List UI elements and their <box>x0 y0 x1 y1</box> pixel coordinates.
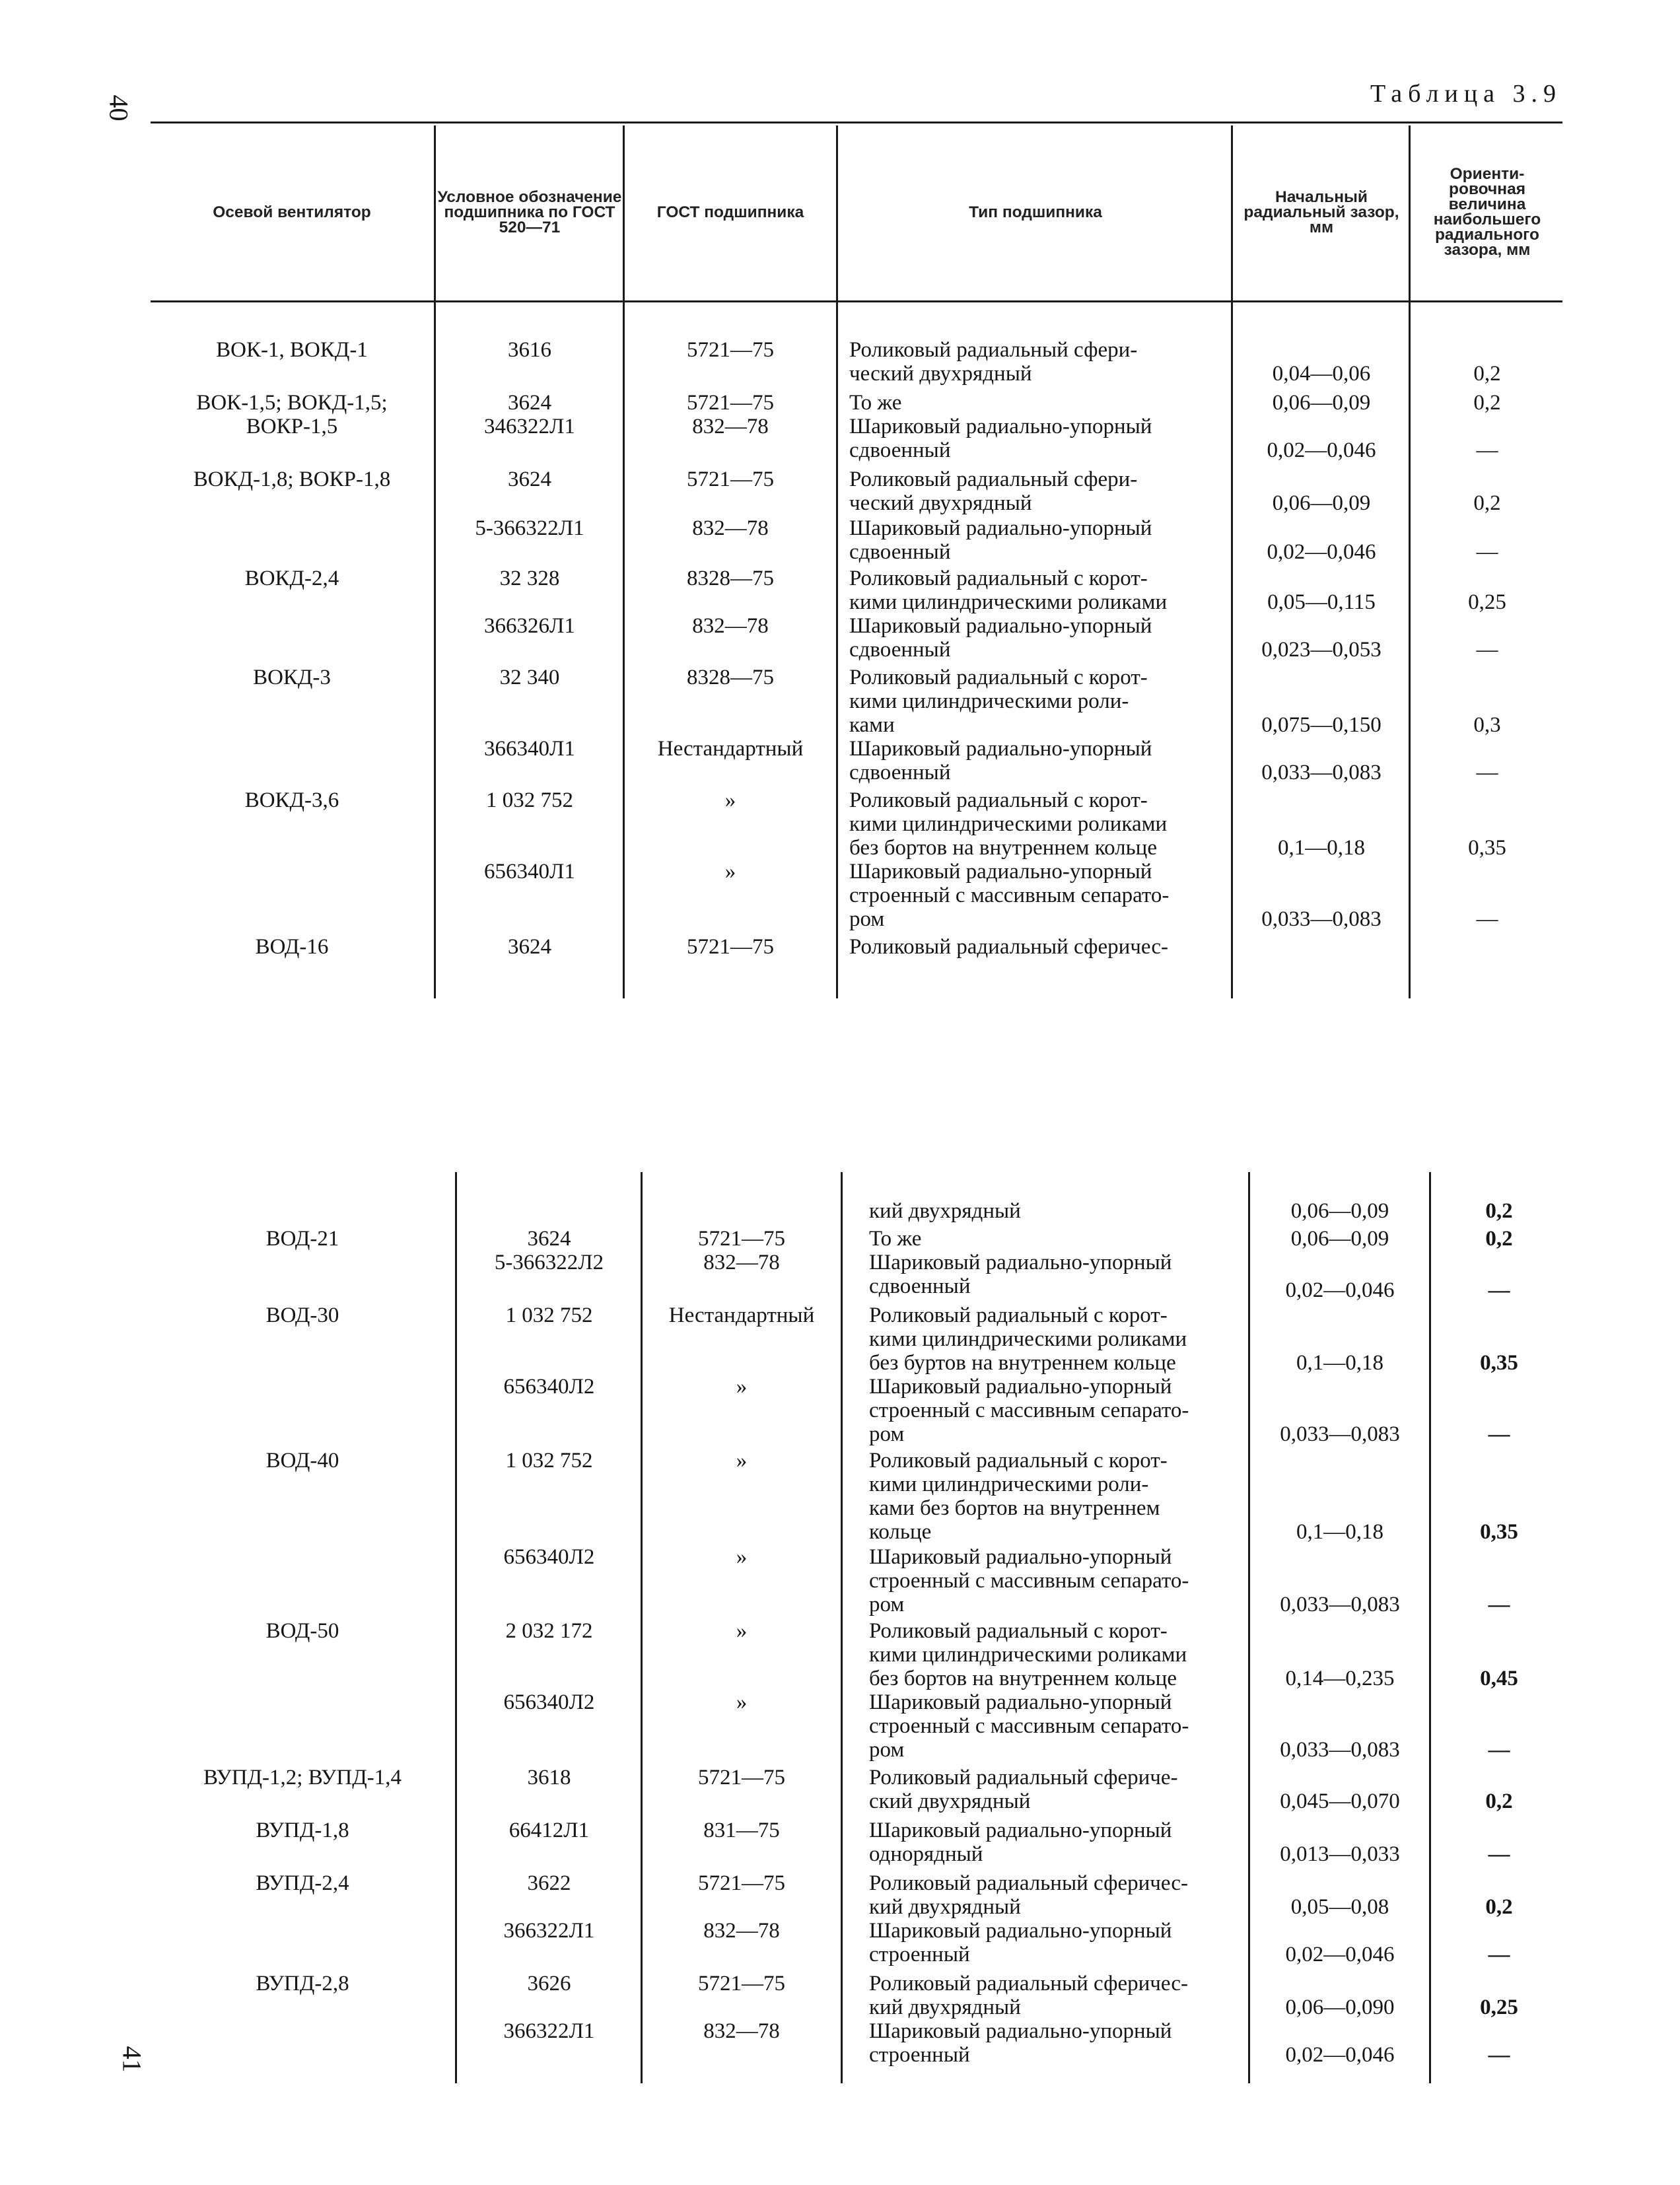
cell-gost: 5721—75 <box>687 391 774 415</box>
cell-initial-gap: 0,02—0,046 <box>1285 1943 1395 1966</box>
cell-gost: » <box>736 1449 748 1473</box>
cell-max-gap: — <box>1488 1842 1510 1866</box>
cell-type: Шариковый радиально-упорный сдвоенный <box>849 614 1152 662</box>
cell-initial-gap: 0,06—0,09 <box>1290 1199 1389 1223</box>
cell-type: Роликовый радиальный сферичес- <box>849 935 1168 959</box>
cell-max-gap: — <box>1488 1593 1510 1616</box>
cell-designation: 366326Л1 <box>484 614 575 638</box>
cell-type: Роликовый радиальный с корот- кими цилиндрическими роликами без бортов на внутреннем кольце <box>869 1619 1187 1690</box>
cell-gost: 5721—75 <box>698 1227 785 1251</box>
cell-type: Шариковый радиально-упорный однорядный <box>869 1819 1172 1866</box>
col-divider <box>1429 1172 1431 2083</box>
cell-gost: 5721—75 <box>687 468 774 491</box>
header-top-rule <box>151 121 1562 123</box>
cell-max-gap: 0,35 <box>1480 1351 1518 1375</box>
cell-max-gap: 0,3 <box>1473 713 1501 737</box>
header-designation: Условное обозначение подшипника по ГОСТ 520—71 <box>437 188 622 236</box>
cell-designation: 366322Л1 <box>503 2019 595 2043</box>
header-fan: Осевой вентилятор <box>213 203 371 221</box>
cell-fan: ВОКР-1,5 <box>246 415 338 438</box>
cell-type: Роликовый радиальный с корот- кими цилиндрическими роликами без бортов на внутреннем кольце <box>849 788 1168 860</box>
cell-initial-gap: 0,033—0,083 <box>1280 1593 1400 1616</box>
cell-type: Роликовый радиальный сфериче- ский двухрядный <box>869 1766 1178 1813</box>
cell-designation: 3622 <box>527 1871 571 1895</box>
cell-fan: ВОК-1,5; ВОКД-1,5; <box>196 391 388 415</box>
cell-designation: 5-366322Л1 <box>475 516 584 540</box>
cell-gost: Нестандартный <box>657 737 804 761</box>
cell-designation: 656340Л2 <box>503 1375 595 1399</box>
cell-designation: 32 340 <box>499 666 560 689</box>
cell-max-gap: 0,2 <box>1485 1895 1513 1919</box>
cell-initial-gap: 0,045—0,070 <box>1280 1789 1400 1813</box>
cell-designation: 2 032 172 <box>505 1619 593 1643</box>
cell-gost: Нестандартный <box>668 1303 815 1327</box>
cell-fan: ВУПД-2,4 <box>256 1871 349 1895</box>
cell-gost: » <box>724 860 736 884</box>
cell-designation: 3624 <box>508 468 551 491</box>
cell-max-gap: — <box>1488 2043 1510 2067</box>
col-divider <box>1248 1172 1250 2083</box>
cell-gost: 5721—75 <box>698 1766 785 1789</box>
cell-fan: ВУПД-1,8 <box>256 1819 349 1842</box>
cell-type: Роликовый радиальный с корот- кими цилиндрическими роликами без буртов на внутреннем кольце <box>869 1303 1187 1375</box>
col-divider <box>841 1172 843 2083</box>
header-type: Тип подшипника <box>969 203 1102 221</box>
cell-gost: 8328—75 <box>687 666 774 689</box>
cell-type: Шариковый радиально-упорный строенный с массивным сепарато- ром <box>849 860 1170 931</box>
cell-fan: ВОКД-1,8; ВОКР-1,8 <box>193 468 391 491</box>
cell-initial-gap: 0,05—0,115 <box>1267 590 1376 614</box>
header-gost: ГОСТ подшипника <box>656 203 804 221</box>
cell-designation: 1 032 752 <box>486 788 573 812</box>
cell-designation: 656340Л1 <box>484 860 575 884</box>
cell-max-gap: 0,2 <box>1473 491 1501 515</box>
cell-fan: ВОД-50 <box>265 1619 339 1643</box>
cell-type: Роликовый радиальный с корот- кими цилиндрическими роликами <box>849 567 1168 614</box>
left-page-number: 40 <box>104 94 134 121</box>
header-bottom-rule <box>151 300 1562 302</box>
cell-designation: 3618 <box>527 1766 571 1789</box>
cell-gost: » <box>724 788 736 812</box>
cell-initial-gap: 0,02—0,046 <box>1285 2043 1395 2067</box>
cell-type: Шариковый радиально-упорный строенный с массивным сепарато- ром <box>869 1375 1189 1446</box>
cell-max-gap: — <box>1476 438 1498 462</box>
cell-initial-gap: 0,06—0,09 <box>1272 491 1371 515</box>
cell-type: Шариковый радиально-упорный сдвоенный <box>869 1251 1172 1298</box>
cell-max-gap: 0,25 <box>1480 1995 1518 2019</box>
cell-max-gap: 0,35 <box>1468 836 1506 860</box>
cell-type: Роликовый радиальный сфери- ческий двухрядный <box>849 468 1138 515</box>
cell-gost: 5721—75 <box>687 935 774 959</box>
cell-initial-gap: 0,1—0,18 <box>1296 1351 1383 1375</box>
cell-designation: 3624 <box>527 1227 571 1251</box>
cell-gost: » <box>736 1619 748 1643</box>
cell-type: То же <box>849 391 902 415</box>
cell-initial-gap: 0,06—0,09 <box>1290 1227 1389 1251</box>
cell-gost: 832—78 <box>703 2019 780 2043</box>
cell-type: Роликовый радиальный с корот- кими цилиндрическими роли- ками без бортов на внутреннем кольце <box>869 1449 1168 1544</box>
cell-gost: 5721—75 <box>698 1871 785 1895</box>
cell-fan: ВОД-21 <box>265 1227 339 1251</box>
cell-type: кий двухрядный <box>869 1199 1021 1223</box>
cell-gost: 832—78 <box>703 1251 780 1274</box>
cell-initial-gap: 0,075—0,150 <box>1261 713 1382 737</box>
cell-gost: » <box>736 1690 748 1714</box>
cell-gost: 8328—75 <box>687 567 774 590</box>
cell-designation: 3616 <box>508 338 551 362</box>
cell-max-gap: — <box>1476 907 1498 931</box>
cell-fan: ВОКД-3 <box>253 666 331 689</box>
cell-max-gap: — <box>1476 638 1498 662</box>
cell-initial-gap: 0,033—0,083 <box>1280 1738 1400 1762</box>
cell-designation: 66412Л1 <box>508 1819 590 1842</box>
cell-initial-gap: 0,02—0,046 <box>1267 438 1376 462</box>
cell-fan: ВУПД-1,2; ВУПД-1,4 <box>203 1766 402 1789</box>
header-max-gap: Ориенти-ровочная величина наибольшего радиального зазора, мм <box>1433 165 1541 259</box>
cell-initial-gap: 0,033—0,083 <box>1261 761 1382 784</box>
cell-gost: 5721—75 <box>687 338 774 362</box>
cell-max-gap: — <box>1476 761 1498 784</box>
col-divider <box>434 125 436 998</box>
cell-gost: » <box>736 1545 748 1569</box>
cell-type: Роликовый радиальный с корот- кими цилиндрическими роли- ками <box>849 666 1148 737</box>
cell-designation: 346322Л1 <box>484 415 575 438</box>
cell-type: Шариковый радиально-упорный сдвоенный <box>849 737 1152 784</box>
cell-gost: 832—78 <box>703 1919 780 1943</box>
cell-max-gap: — <box>1476 540 1498 564</box>
cell-initial-gap: 0,04—0,06 <box>1272 362 1371 386</box>
cell-type: Роликовый радиальный сферичес- кий двухрядный <box>869 1972 1188 2019</box>
col-divider <box>455 1172 457 2083</box>
cell-initial-gap: 0,06—0,09 <box>1272 391 1371 415</box>
cell-initial-gap: 0,02—0,046 <box>1285 1278 1395 1302</box>
cell-type: Шариковый радиально-упорный строенный с массивным сепарато- ром <box>869 1545 1189 1616</box>
cell-designation: 3626 <box>527 1972 571 1995</box>
cell-type: Шариковый радиально-упорный строенный с массивным сепарато- ром <box>869 1690 1189 1762</box>
cell-initial-gap: 0,033—0,083 <box>1261 907 1382 931</box>
cell-gost: 832—78 <box>692 516 769 540</box>
col-divider <box>1231 125 1233 998</box>
cell-designation: 366322Л1 <box>503 1919 595 1943</box>
cell-max-gap: 0,25 <box>1468 590 1506 614</box>
cell-gost: 5721—75 <box>698 1972 785 1995</box>
cell-initial-gap: 0,1—0,18 <box>1278 836 1365 860</box>
cell-designation: 366340Л1 <box>484 737 575 761</box>
cell-type: Шариковый радиально-упорный сдвоенный <box>849 516 1152 564</box>
cell-type: Роликовый радиальный сферичес- кий двухрядный <box>869 1871 1188 1919</box>
cell-gost: » <box>736 1375 748 1399</box>
cell-designation: 1 032 752 <box>505 1303 593 1327</box>
cell-designation: 656340Л2 <box>503 1690 595 1714</box>
cell-designation: 32 328 <box>499 567 560 590</box>
cell-max-gap: — <box>1488 1943 1510 1966</box>
col-divider <box>1409 125 1411 998</box>
cell-max-gap: 0,45 <box>1480 1667 1518 1690</box>
cell-fan: ВОД-30 <box>265 1303 339 1327</box>
header-initial-gap: Начальный радиальный зазор, мм <box>1243 188 1399 236</box>
cell-fan: ВОД-40 <box>265 1449 339 1473</box>
col-divider <box>836 125 838 998</box>
cell-initial-gap: 0,05—0,08 <box>1290 1895 1389 1919</box>
cell-fan: ВУПД-2,8 <box>256 1972 349 1995</box>
cell-max-gap: — <box>1488 1738 1510 1762</box>
cell-gost: 832—78 <box>692 415 769 438</box>
cell-designation: 3624 <box>508 935 551 959</box>
cell-initial-gap: 0,1—0,18 <box>1296 1520 1383 1544</box>
cell-type: Роликовый радиальный сфери- ческий двухрядный <box>849 338 1138 386</box>
cell-max-gap: 0,2 <box>1485 1227 1513 1251</box>
cell-max-gap: 0,2 <box>1473 362 1501 386</box>
cell-initial-gap: 0,033—0,083 <box>1280 1422 1400 1446</box>
cell-max-gap: 0,2 <box>1485 1789 1513 1813</box>
cell-designation: 656340Л2 <box>503 1545 595 1569</box>
col-divider <box>641 1172 643 2083</box>
cell-gost: 831—75 <box>703 1819 780 1842</box>
cell-initial-gap: 0,013—0,033 <box>1280 1842 1400 1866</box>
cell-fan: ВОКД-2,4 <box>244 567 339 590</box>
cell-designation: 1 032 752 <box>505 1449 593 1473</box>
cell-max-gap: 0,35 <box>1480 1520 1518 1544</box>
cell-fan: ВОД-16 <box>255 935 329 959</box>
col-divider <box>623 125 625 998</box>
cell-type: Шариковый радиально-упорный строенный <box>869 1919 1172 1966</box>
cell-gost: 832—78 <box>692 614 769 638</box>
cell-initial-gap: 0,06—0,090 <box>1285 1995 1395 2019</box>
cell-max-gap: 0,2 <box>1485 1199 1513 1223</box>
cell-designation: 3624 <box>508 391 551 415</box>
right-page-number: 41 <box>117 2046 147 2073</box>
cell-initial-gap: 0,14—0,235 <box>1285 1667 1395 1690</box>
cell-designation: 5-366322Л2 <box>494 1251 604 1274</box>
table-caption: Таблица 3.9 <box>1370 80 1562 108</box>
cell-type: Шариковый радиально-упорный сдвоенный <box>849 415 1152 462</box>
cell-type: Шариковый радиально-упорный строенный <box>869 2019 1172 2067</box>
cell-max-gap: — <box>1488 1278 1510 1302</box>
cell-max-gap: 0,2 <box>1473 391 1501 415</box>
cell-initial-gap: 0,023—0,053 <box>1261 638 1382 662</box>
cell-max-gap: — <box>1488 1422 1510 1446</box>
cell-fan: ВОК-1, ВОКД-1 <box>216 338 368 362</box>
cell-initial-gap: 0,02—0,046 <box>1267 540 1376 564</box>
cell-type: То же <box>869 1227 922 1251</box>
cell-fan: ВОКД-3,6 <box>244 788 339 812</box>
